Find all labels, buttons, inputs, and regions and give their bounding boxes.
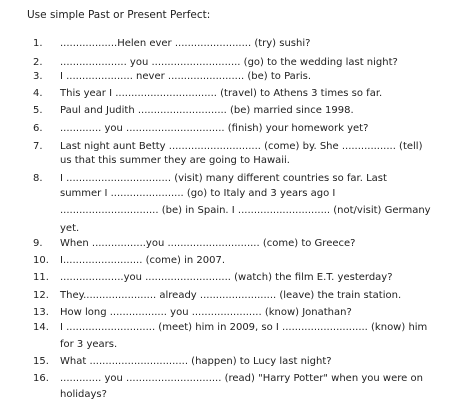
exercise-text: This year I ................................ (travel) to Athens 3 times so far.: [60, 88, 383, 99]
exercise-number: 2.: [33, 57, 43, 68]
exercise-text: What ............................... (happen) to Lucy last night?: [60, 356, 332, 367]
exercise-number: 4.: [33, 88, 43, 99]
exercise-text: I ................................. (visit) many different countries so far. Last: [60, 173, 387, 184]
exercise-text: us that this summer they are going to Hawaii.: [60, 155, 290, 166]
exercise-text: for 3 years.: [60, 339, 118, 350]
exercise-number: 8.: [33, 173, 43, 184]
exercise-text: I ..................... never ........................ (be) to Paris.: [60, 71, 312, 82]
exercise-number: 3.: [33, 71, 43, 82]
exercise-text: ............. you ............................... (finish) your homework yet?: [60, 123, 369, 134]
exercise-number: 10.: [33, 255, 49, 266]
exercise-number: 14.: [33, 322, 49, 333]
exercise-number: 13.: [33, 307, 49, 318]
exercise-number: 6.: [33, 123, 43, 134]
exercise-number: 12.: [33, 290, 49, 301]
exercise-number: 9.: [33, 238, 43, 249]
exercise-text: ..................... you ............................ (go) to the wedding last night?: [60, 57, 398, 68]
exercise-number: 15.: [33, 356, 49, 367]
exercise-text: Last night aunt Betty ............................. (come) by. She ................. (tell): [60, 141, 423, 152]
exercise-text: ............................... (be) in Spain. I ............................. (not/visit) Germany: [60, 205, 431, 216]
exercise-number: 5.: [33, 105, 43, 116]
exercise-text: ..................Helen ever ........................ (try) sushi?: [60, 38, 311, 49]
exercise-number: 1.: [33, 38, 43, 49]
exercise-text: I......................... (come) in 2007.: [60, 255, 226, 266]
exercise-text: ....................you ........................... (watch) the film E.T. yesterday?: [60, 272, 393, 283]
exercise-text: yet.: [60, 223, 80, 234]
exercise-text: ............. you .............................. (read) "Harry Potter" when you were on: [60, 373, 423, 384]
exercise-text: How long .................. you ...................... (know) Jonathan?: [60, 307, 352, 318]
exercise-text: summer I ....................... (go) to Italy and 3 years ago I: [60, 188, 336, 199]
exercise-number: 11.: [33, 272, 49, 283]
exercise-text: When .................you ............................. (come) to Greece?: [60, 238, 356, 249]
exercise-text: They....................... already ........................ (leave) the train station.: [60, 290, 402, 301]
exercise-number: 16.: [33, 373, 49, 384]
exercise-number: 7.: [33, 141, 43, 152]
instruction-heading: Use simple Past or Present Perfect:: [27, 9, 211, 21]
exercise-text: I ............................ (meet) him in 2009, so I ........................... (know) him: [60, 322, 428, 333]
exercise-text: holidays?: [60, 389, 107, 400]
exercise-text: Paul and Judith ............................ (be) married since 1998.: [60, 105, 354, 116]
